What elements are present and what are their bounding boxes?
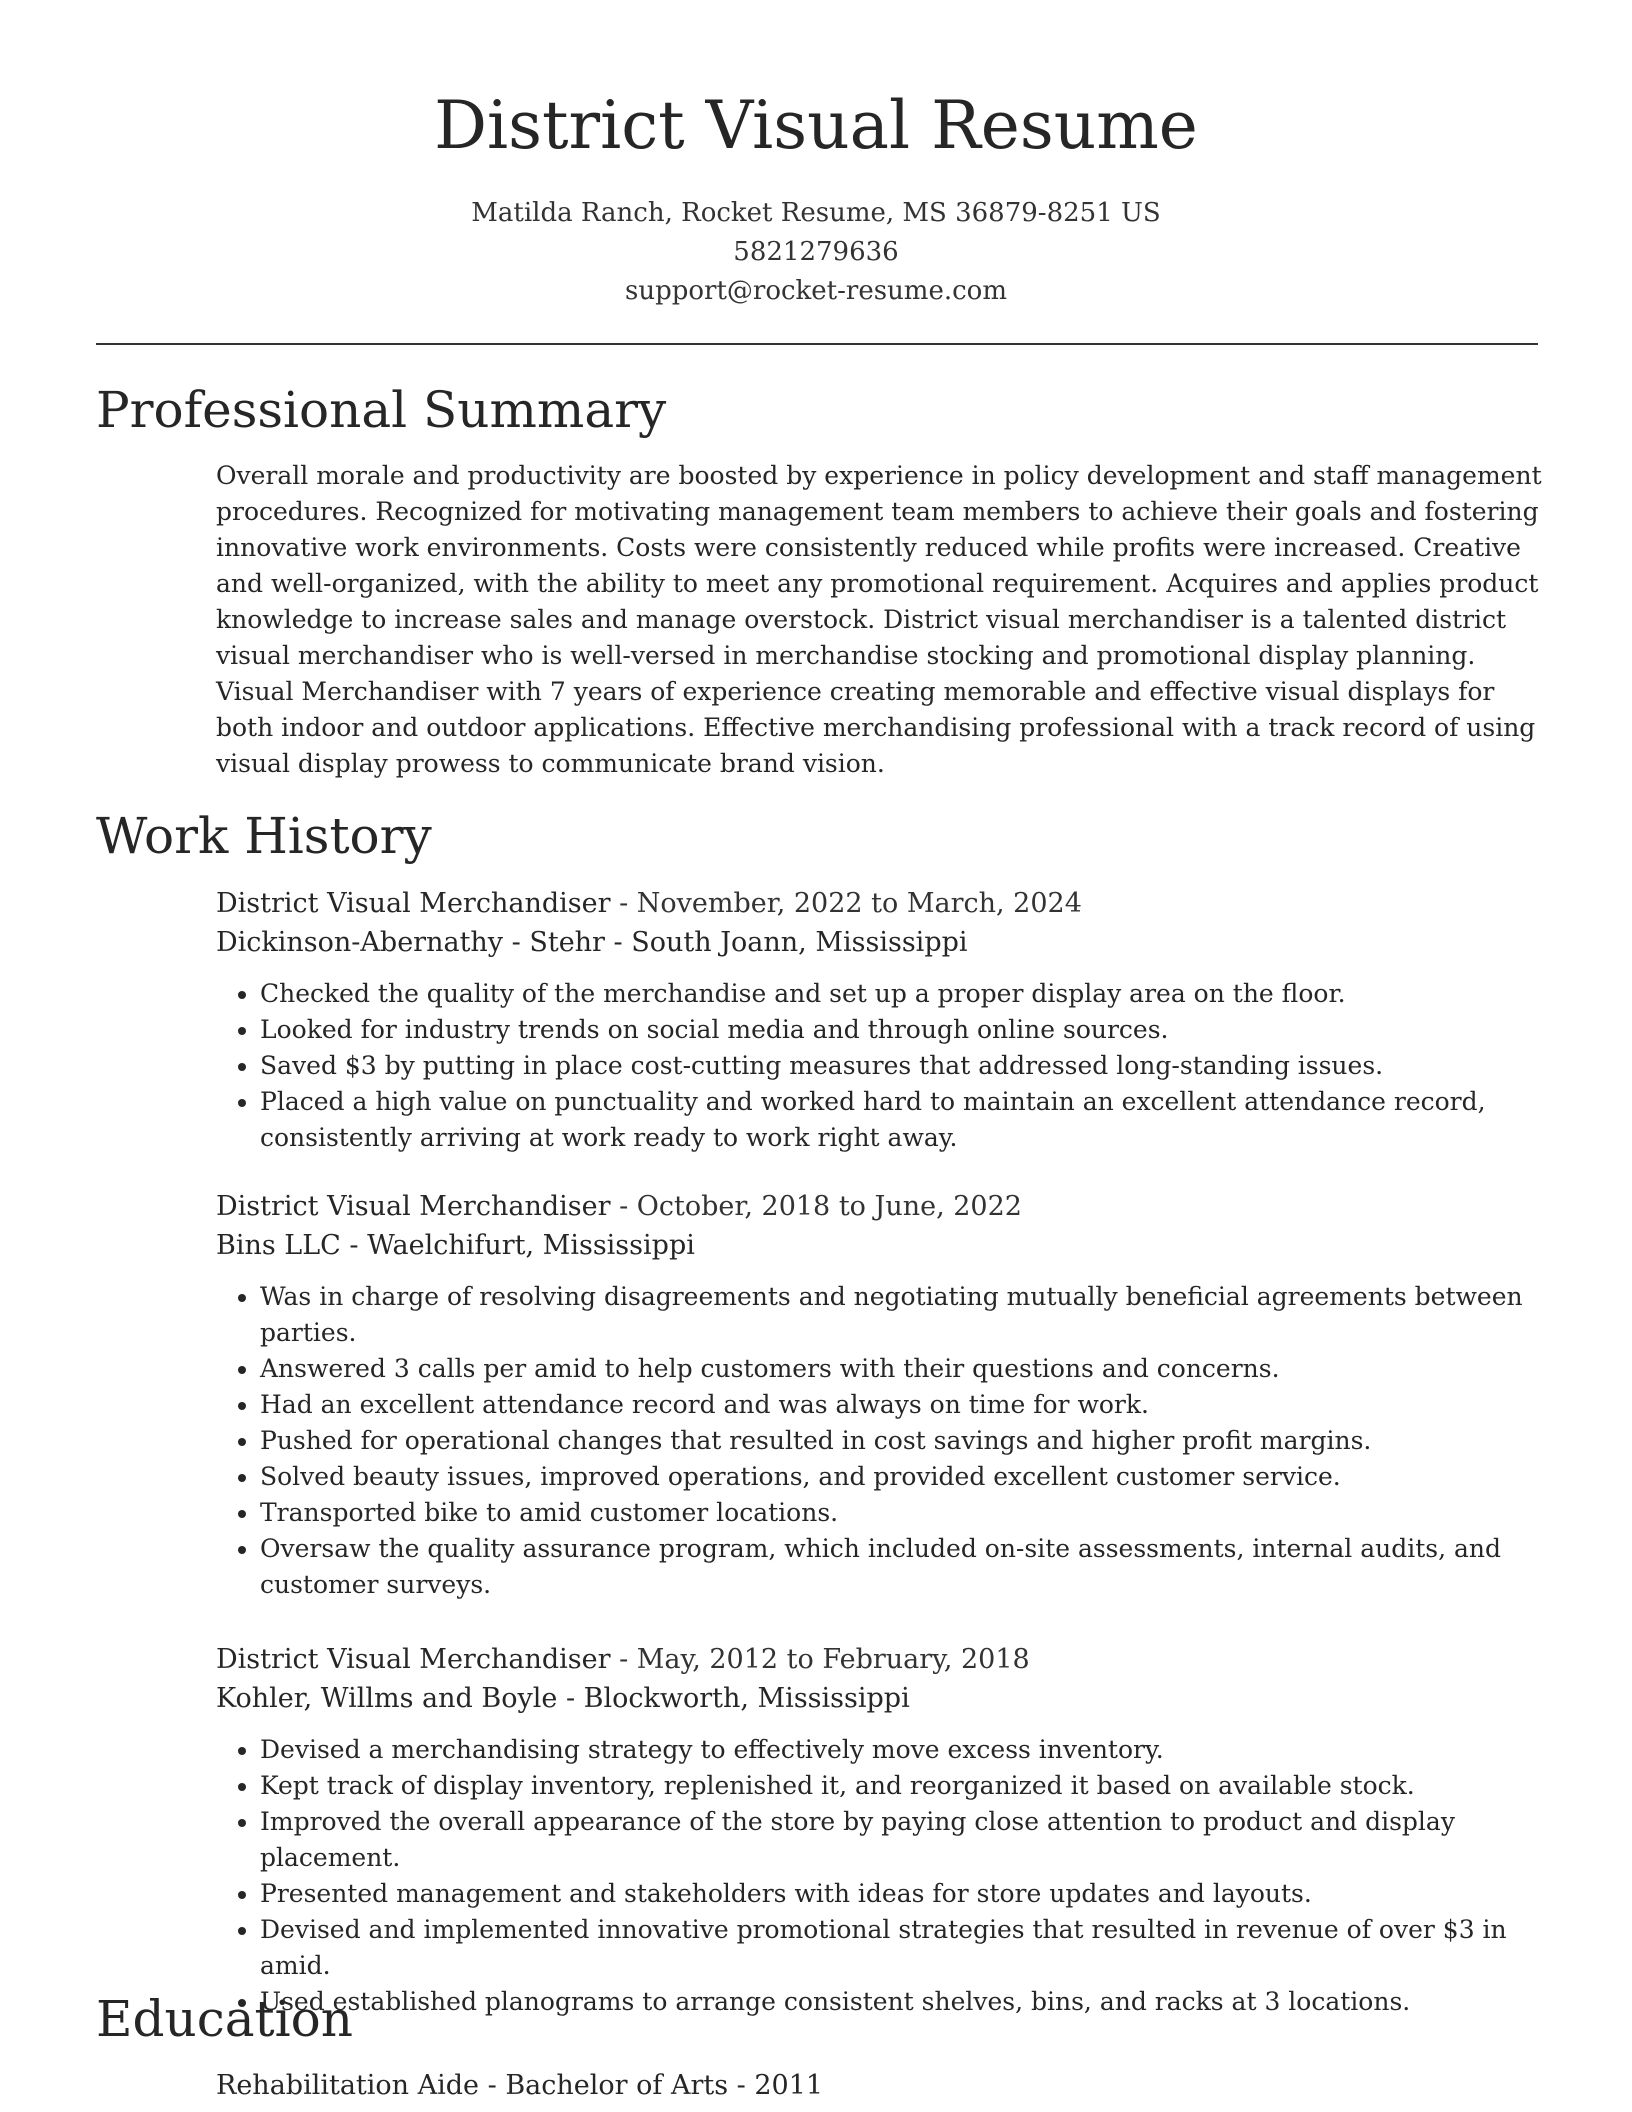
list-item: • Kept track of display inventory, replenished it, and reorganized it based on available stock. xyxy=(260,1768,1542,1804)
company-location: - Waelchifurt, Mississippi xyxy=(340,1230,695,1261)
summary-heading: Professional Summary xyxy=(96,381,667,439)
resume-header xyxy=(0,0,1632,311)
job-entry-2 xyxy=(216,1187,1542,1603)
job-title: District Visual Merchandiser xyxy=(216,1191,611,1222)
header-divider xyxy=(96,343,1538,345)
job-entry-1 xyxy=(216,884,1542,1156)
company-line xyxy=(216,1226,1542,1265)
resume-name: District Visual Resume xyxy=(434,87,1198,164)
list-item: • Placed a high value on punctuality and worked hard to maintain an excellent attendance record, consistently arriving at work ready to work right away. xyxy=(260,1084,1542,1156)
list-item: • Answered 3 calls per amid to help customers with their questions and concerns. xyxy=(260,1351,1542,1387)
list-item: • Transported bike to amid customer locations. xyxy=(260,1495,1542,1531)
summary-section xyxy=(216,458,1542,782)
email-text: support@rocket-resume.com xyxy=(624,276,1007,306)
address-text: Matilda Ranch, Rocket Resume, MS 36879-8251 US xyxy=(471,198,1161,228)
list-item: • Checked the quality of the merchandise and set up a proper display area on the floor. xyxy=(260,976,1542,1012)
job-title-line xyxy=(216,884,1542,923)
contact-info xyxy=(0,194,1632,311)
job-entry-3 xyxy=(216,1640,1542,2020)
education-entry: Rehabilitation Aide - Bachelor of Arts - 2011 xyxy=(216,2070,824,2101)
job-bullets xyxy=(216,976,1542,1156)
company-line xyxy=(216,923,1542,962)
job-title-line xyxy=(216,1640,1542,1679)
list-item: • Had an excellent attendance record and was always on time for work. xyxy=(260,1387,1542,1423)
list-item: • Oversaw the quality assurance program, which included on-site assessments, internal audits, and customer surveys. xyxy=(260,1531,1542,1603)
list-item: • Pushed for operational changes that resulted in cost savings and higher profit margins. xyxy=(260,1423,1542,1459)
work-history-heading: Work History xyxy=(96,807,432,865)
job-dates: - November, 2022 to March, 2024 xyxy=(610,888,1082,919)
list-item: • Presented management and stakeholders with ideas for store updates and layouts. xyxy=(260,1876,1542,1912)
company-name: Bins LLC xyxy=(216,1230,341,1261)
list-item: • Used established planograms to arrange consistent shelves, bins, and racks at 3 locations. xyxy=(260,1984,1542,2020)
job-title-line xyxy=(216,1187,1542,1226)
company-location: - Blockworth, Mississippi xyxy=(557,1683,910,1714)
education-heading: Education xyxy=(96,1990,353,2048)
list-item: • Was in charge of resolving disagreements and negotiating mutually beneficial agreements between parties. xyxy=(260,1279,1542,1351)
company-name: Kohler, Willms and Boyle xyxy=(216,1683,558,1714)
job-dates: - May, 2012 to February, 2018 xyxy=(610,1644,1030,1675)
company-location: - South Joann, Mississippi xyxy=(604,927,968,958)
company-line xyxy=(216,1679,1542,1718)
job-title: District Visual Merchandiser xyxy=(216,1644,611,1675)
job-dates: - October, 2018 to June, 2022 xyxy=(610,1191,1022,1222)
job-bullets xyxy=(216,1732,1542,2020)
phone-text: 5821279636 xyxy=(733,237,899,267)
list-item: • Looked for industry trends on social media and through online sources. xyxy=(260,1012,1542,1048)
list-item: • Improved the overall appearance of the store by paying close attention to product and display placement. xyxy=(260,1804,1542,1876)
list-item: • Solved beauty issues, improved operations, and provided excellent customer service. xyxy=(260,1459,1542,1495)
education-section xyxy=(216,2066,1542,2105)
list-item: • Devised and implemented innovative promotional strategies that resulted in revenue of over $3 in amid. xyxy=(260,1912,1542,1984)
job-bullets xyxy=(216,1279,1542,1603)
list-item: • Devised a merchandising strategy to effectively move excess inventory. xyxy=(260,1732,1542,1768)
company-name: Dickinson-Abernathy - Stehr xyxy=(216,927,605,958)
summary-text: Overall morale and productivity are boosted by experience in policy development and staff management procedures. Recognized for motivating management team members to achieve their goals and fostering innovative work environments. Costs were consistently reduced while profits were increased. Creative and well-organized, with the ability to meet any promotional requirement. Acquires and applies product knowledge to increase sales and manage overstock. District visual merchandiser is a talented district visual merchandiser who is well-versed in merchandise stocking and promotional display planning. Visual Merchandiser with 7 years of experience creating memorable and effective visual displays for both indoor and outdoor applications. Effective merchandising professional with a track record of using visual display prowess to communicate brand vision. xyxy=(216,461,1542,778)
list-item: • Saved $3 by putting in place cost-cutting measures that addressed long-standing issues. xyxy=(260,1048,1542,1084)
job-title: District Visual Merchandiser xyxy=(216,888,611,919)
